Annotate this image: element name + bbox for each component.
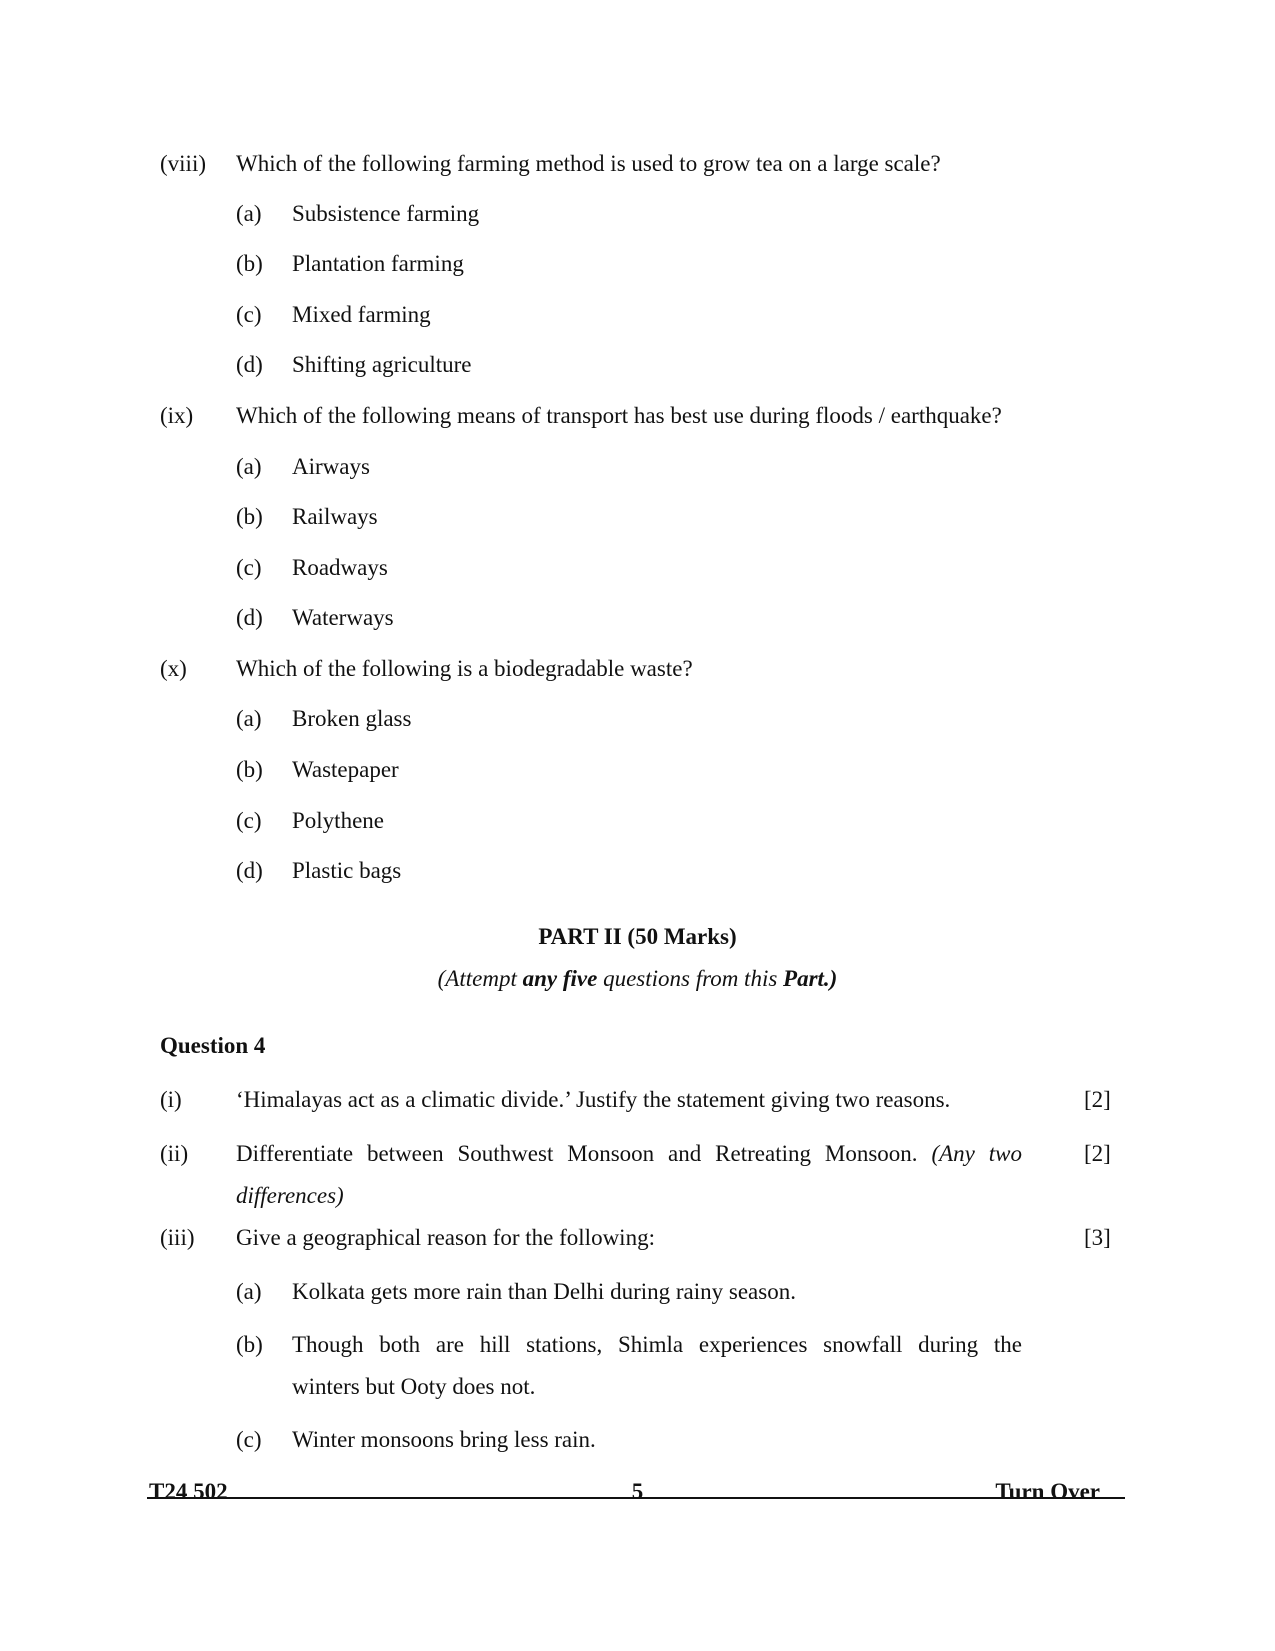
option-text: Shifting agriculture — [292, 352, 472, 377]
option-text: Plantation farming — [292, 251, 464, 276]
question-number: (ii) — [160, 1141, 189, 1166]
option-label: (d) — [236, 858, 263, 883]
question-text: Which of the following farming method is used to grow tea on a large scale? — [236, 151, 941, 176]
option-label: (b) — [236, 504, 263, 529]
option-label: (d) — [236, 352, 263, 377]
option-text: Railways — [292, 504, 378, 529]
question-text: ‘Himalayas act as a climatic divide.’ Justify the statement giving two reasons. — [236, 1087, 951, 1112]
option-text: Mixed farming — [292, 302, 431, 327]
part-instruction: (Attempt any five questions from this Part.) — [437, 966, 838, 991]
question-text: Differentiate between Southwest Monsoon and Retreating Monsoon. (Any two — [236, 1141, 1022, 1166]
option-text: Plastic bags — [292, 858, 402, 883]
question-number: (i) — [160, 1087, 182, 1112]
option-text-continued: winters but Ooty does not. — [292, 1374, 536, 1399]
question-number: (x) — [160, 656, 187, 681]
question-text: Which of the following means of transport has best use during floods / earthquake? — [236, 403, 1002, 428]
option-label: (a) — [236, 706, 262, 731]
question-number: (iii) — [160, 1225, 195, 1250]
marks: [3] — [1084, 1225, 1111, 1250]
marks: [2] — [1084, 1087, 1111, 1112]
option-text: Broken glass — [292, 706, 412, 731]
question-text-continued: differences) — [236, 1183, 344, 1208]
option-label: (c) — [236, 555, 262, 580]
option-label: (c) — [236, 1427, 262, 1452]
option-text: Polythene — [292, 808, 384, 833]
option-label: (b) — [236, 757, 263, 782]
option-text: Airways — [292, 454, 370, 479]
paper-code: T24 502 — [149, 1479, 228, 1504]
option-text: Though both are hill stations, Shimla experiences snowfall during the — [292, 1332, 1022, 1357]
option-label: (b) — [236, 251, 263, 276]
option-label: (a) — [236, 1279, 262, 1304]
option-text: Roadways — [292, 555, 388, 580]
option-label: (c) — [236, 302, 262, 327]
question-text: Which of the following is a biodegradable waste? — [236, 656, 693, 681]
part-heading: PART II (50 Marks) — [538, 924, 737, 949]
option-text: Winter monsoons bring less rain. — [292, 1427, 596, 1452]
question-text: Give a geographical reason for the following: — [236, 1225, 655, 1250]
page-number: 5 — [631, 1479, 644, 1504]
option-label: (d) — [236, 605, 263, 630]
option-label: (a) — [236, 454, 262, 479]
option-text: Waterways — [292, 605, 394, 630]
option-text: Kolkata gets more rain than Delhi during rainy season. — [292, 1279, 796, 1304]
option-label: (a) — [236, 201, 262, 226]
option-label: (b) — [236, 1332, 263, 1357]
turn-over: Turn Over — [995, 1479, 1100, 1504]
question-heading: Question 4 — [160, 1033, 266, 1058]
question-number: (viii) — [160, 151, 206, 176]
option-text: Subsistence farming — [292, 201, 480, 226]
marks: [2] — [1084, 1141, 1111, 1166]
question-number: (ix) — [160, 403, 194, 428]
option-label: (c) — [236, 808, 262, 833]
option-text: Wastepaper — [292, 757, 399, 782]
